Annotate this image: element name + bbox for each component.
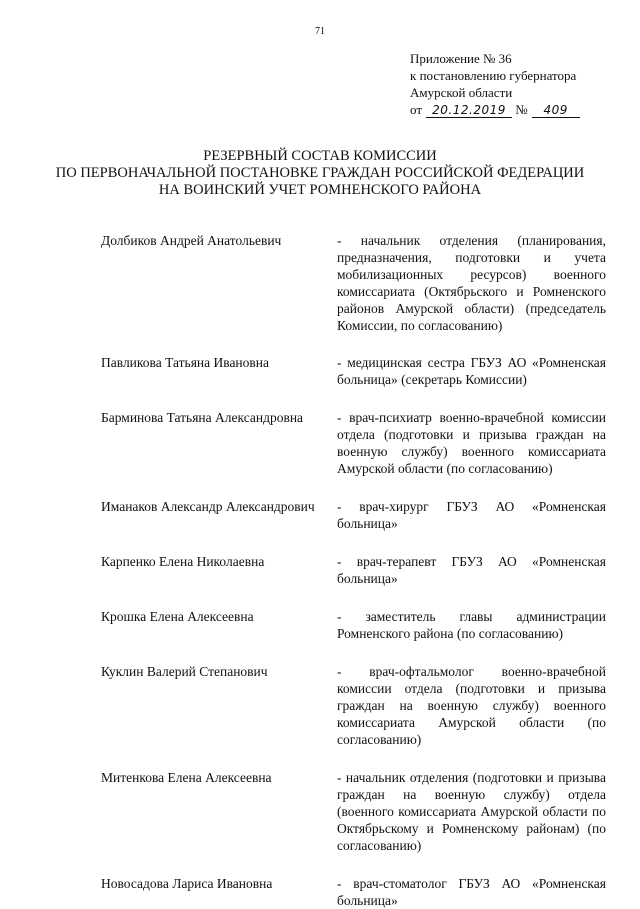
member-name: Долбиков Андрей Анатольевич: [101, 233, 282, 248]
member-name: Карпенко Елена Николаевна: [101, 554, 265, 569]
member-row: [101, 498, 606, 532]
member-row: [101, 232, 606, 334]
member-row: [101, 553, 606, 587]
member-name: Новосадова Лариса Ивановна: [101, 876, 273, 891]
member-row: [101, 663, 606, 748]
member-row: [101, 875, 606, 909]
member-role: - врач-офтальмолог военно-врачебной комиссии отдела (подготовки и призыва граждан на военную службу) военного комиссариата Амурской области (по согласованию): [337, 664, 606, 747]
member-name: Куклин Валерий Степанович: [101, 664, 268, 679]
appendix-date-line: [410, 101, 630, 118]
member-role: - медицинская сестра ГБУЗ АО «Ромненская больница» (секретарь Комиссии): [337, 355, 606, 387]
appendix-line-3: Амурской области: [410, 85, 513, 100]
from-label: от: [410, 102, 423, 117]
member-name: Павликова Татьяна Ивановна: [101, 355, 269, 370]
document-title: [0, 148, 640, 199]
handwritten-date: 20.12.2019: [426, 103, 512, 118]
member-row: [101, 354, 606, 388]
appendix-line-2: к постановлению губернатора: [410, 68, 577, 83]
member-row: [101, 608, 606, 642]
appendix-block: [410, 50, 630, 118]
member-name: Барминова Татьяна Александровна: [101, 410, 304, 425]
appendix-line-1: Приложение № 36: [410, 51, 512, 66]
member-role: - врач-психиатр военно-врачебной комиссии отдела (подготовки и призыва граждан на военную службу) военного комиссариата Амурской области (по согласованию): [337, 410, 606, 476]
title-line-3: НА ВОИНСКИЙ УЧЕТ РОМНЕНСКОГО РАЙОНА: [158, 182, 482, 198]
member-role: - начальник отделения (планирования, предназначения, подготовки и учета мобилизационных ресурсов) военного комиссариата (Октябрьского и Ромненского районов Амурской области) (председатель Комиссии, по согласованию): [337, 233, 606, 333]
member-role: - врач-хирург ГБУЗ АО «Ромненская больница»: [337, 499, 606, 531]
members-list: [101, 232, 606, 909]
member-role: - начальник отделения (подготовки и призыва граждан на военную службу) отдела (военного комиссариата Амурской области по Октябрьскому и Ромненскому районам) (по согласованию): [337, 770, 606, 853]
member-name: Крошка Елена Алексеевна: [101, 609, 254, 624]
member-role: - врач-терапевт ГБУЗ АО «Ромненская больница»: [337, 554, 606, 586]
member-row: [101, 409, 606, 477]
number-label: №: [515, 102, 528, 117]
member-role: - врач-стоматолог ГБУЗ АО «Ромненская больница»: [337, 876, 606, 908]
member-row: [101, 769, 606, 854]
page-number: 71: [315, 26, 325, 37]
member-role: - заместитель главы администрации Ромненского района (по согласованию): [337, 609, 606, 641]
title-line-2: ПО ПЕРВОНАЧАЛЬНОЙ ПОСТАНОВКЕ ГРАЖДАН РОССИЙСКОЙ ФЕДЕРАЦИИ: [55, 165, 585, 181]
handwritten-number: 409: [532, 103, 580, 118]
member-name: Митенкова Елена Алексеевна: [101, 770, 272, 785]
member-name: Иманаков Александр Александрович: [101, 499, 315, 514]
title-line-1: РЕЗЕРВНЫЙ СОСТАВ КОМИССИИ: [203, 148, 437, 164]
